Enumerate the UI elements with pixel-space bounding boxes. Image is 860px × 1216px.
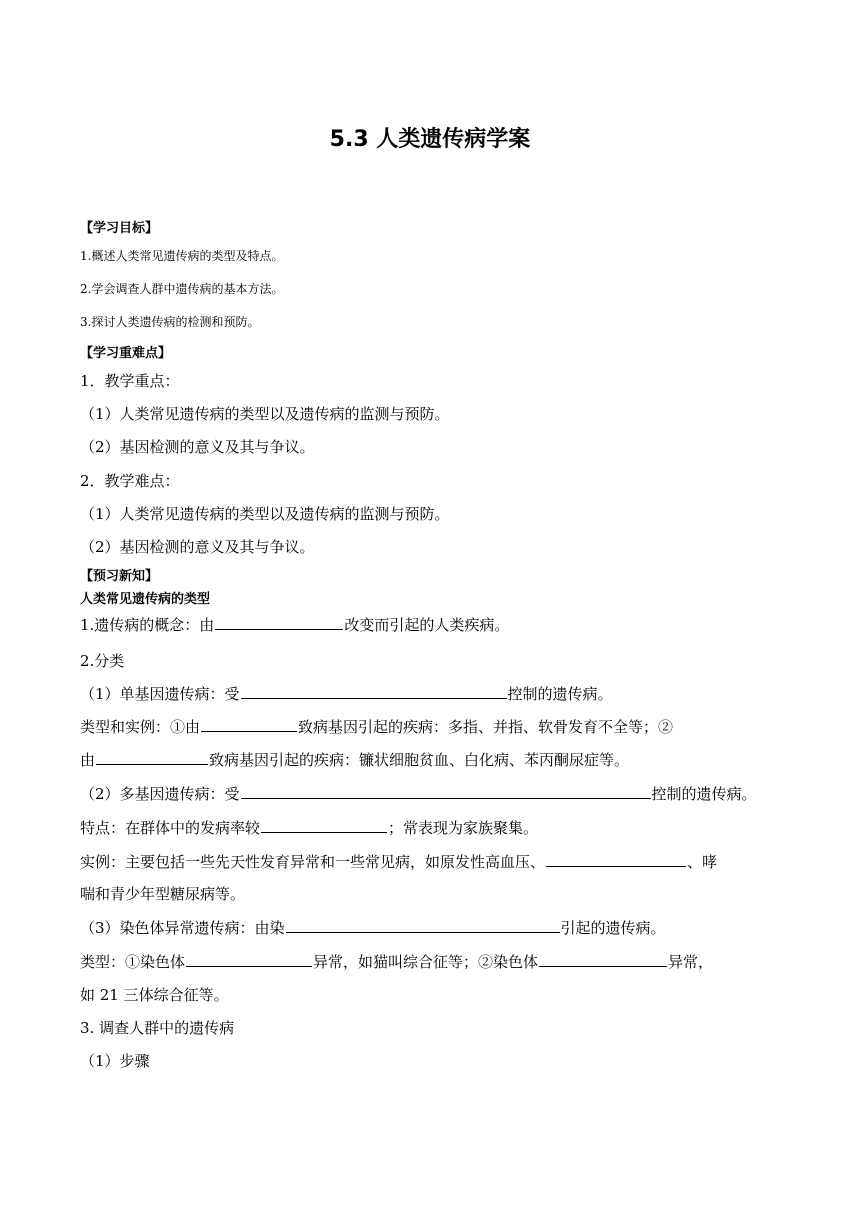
content-line: （1）步骤 [80, 1052, 150, 1070]
content-line: 喘和青少年型糖尿病等。 [80, 885, 246, 903]
text-segment: 由 [80, 751, 96, 769]
fill-blank[interactable] [286, 918, 560, 933]
content-line [80, 783, 757, 804]
goal-item: 2.学会调查人群中遗传病的基本方法。 [80, 282, 284, 296]
text-segment: 异常， [668, 953, 714, 971]
text-segment: 致病基因引起的疾病：镰状细胞贫血、白化病、苯丙酮尿症等。 [209, 751, 630, 769]
goal-item: 3.探讨人类遗传病的检测和预防。 [80, 315, 260, 329]
content-line [80, 716, 673, 737]
content-line: 如 21 三体综合征等。 [80, 986, 229, 1004]
text-segment: 引起的遗传病。 [560, 919, 666, 937]
focus-item: （1）人类常见遗传病的类型以及遗传病的监测与预防。 [80, 405, 450, 423]
text-segment: 异常，如猫叫综合征等；②染色体 [313, 953, 539, 971]
content-line [80, 817, 538, 838]
text-segment: （2）多基因遗传病：受 [80, 785, 240, 803]
difficulty-item: （2）基因检测的意义及其与争议。 [80, 538, 315, 556]
text-segment: 改变而引起的人类疾病。 [344, 616, 510, 634]
fill-blank[interactable] [96, 750, 208, 765]
content-line [80, 749, 629, 770]
text-segment: （1）单基因遗传病：受 [80, 685, 240, 703]
focus-label: 1．教学重点： [80, 372, 180, 390]
text-segment: 1.遗传病的概念：由 [80, 616, 215, 634]
text-segment: 实例：主要包括一些先天性发育异常和一些常见病，如原发性高血压、 [80, 853, 546, 871]
content-line: 2.分类 [80, 652, 125, 670]
text-segment: 类型：①染色体 [80, 953, 186, 971]
text-segment: 特点：在群体中的发病率较 [80, 819, 261, 837]
fill-blank[interactable] [546, 852, 686, 867]
fill-blank[interactable] [201, 717, 297, 732]
page-title: 5.3 人类遗传病学案 [329, 127, 531, 152]
fill-blank[interactable] [215, 615, 343, 630]
difficulty-label: 2．教学难点： [80, 472, 180, 490]
difficulty-item: （1）人类常见遗传病的类型以及遗传病的监测与预防。 [80, 505, 450, 523]
content-line [80, 851, 717, 872]
fill-blank[interactable] [186, 952, 312, 967]
content-line [80, 683, 613, 704]
text-segment: ；常表现为家族聚集。 [388, 819, 539, 837]
text-segment: 控制的遗传病。 [507, 685, 613, 703]
preview-heading: 【预习新知】 [80, 569, 159, 584]
fill-blank[interactable] [261, 818, 387, 833]
preview-subheading: 人类常见遗传病的类型 [80, 592, 211, 607]
text-segment: （3）染色体异常遗传病：由染 [80, 919, 285, 937]
fill-blank[interactable] [241, 684, 507, 699]
goal-item: 1.概述人类常见遗传病的类型及特点。 [80, 249, 284, 263]
content-line: 3. 调查人群中的遗传病 [80, 1019, 235, 1037]
fill-blank[interactable] [241, 784, 651, 799]
text-segment: 控制的遗传病。 [651, 785, 757, 803]
focus-item: （2）基因检测的意义及其与争议。 [80, 438, 315, 456]
content-line [80, 614, 509, 635]
fill-blank[interactable] [539, 952, 667, 967]
text-segment: 、哮 [687, 853, 718, 871]
key-points-heading: 【学习重难点】 [80, 346, 172, 361]
text-segment: 致病基因引起的疾病：多指、并指、软骨发育不全等；② [298, 718, 674, 736]
goals-heading: 【学习目标】 [80, 221, 159, 236]
text-segment: 类型和实例：①由 [80, 718, 201, 736]
content-line [80, 917, 666, 938]
content-line [80, 951, 713, 972]
